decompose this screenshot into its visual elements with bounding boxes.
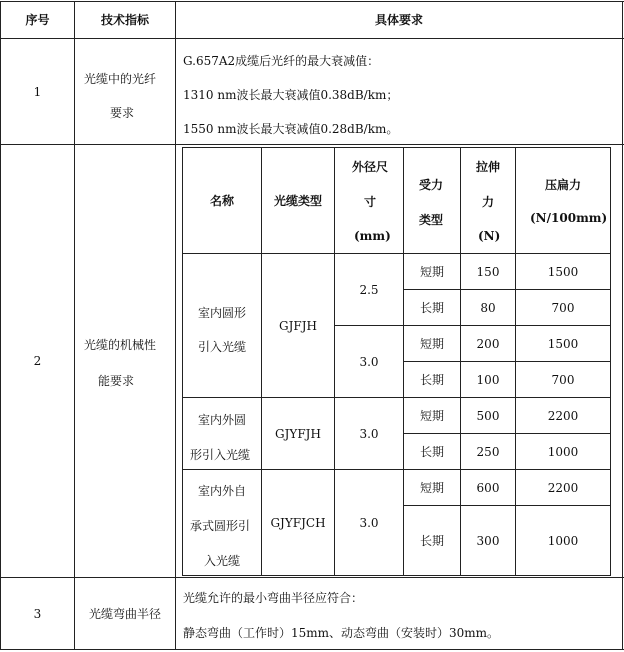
g3-name-line2: 承式圆形引 [190, 519, 251, 533]
inner-header-diameter-line2: 寸 [364, 195, 377, 209]
g1-name-line2: 引入光缆 [198, 340, 247, 354]
row1-indicator-line2: 要求 [110, 106, 135, 120]
g2-r1-crush: 2200 [547, 408, 579, 423]
g1-diameter-b: 3.0 [359, 354, 379, 369]
inner-header-diameter-line3: (mm) [354, 229, 391, 243]
g2-r1-tensile: 500 [476, 408, 500, 423]
g3-r2-load: 长期 [419, 533, 444, 548]
g3-name-line1: 室内外自 [198, 484, 247, 498]
inner-header-crush-line2: (N/100mm) [530, 211, 608, 225]
g3-cable-type: GJYFJCH [270, 515, 326, 530]
g3-r2-tensile: 300 [476, 533, 500, 548]
g1-r3-crush: 1500 [547, 336, 579, 351]
table-header-border [0, 38, 624, 39]
header-index: 序号 [25, 13, 50, 27]
g3-r1-load: 短期 [419, 480, 444, 495]
inner-header-tensile-line1: 拉伸 [476, 160, 501, 174]
g2-name-line2: 形引入光缆 [190, 448, 251, 462]
row3-req-line1: 光缆允许的最小弯曲半径应符合： [183, 591, 364, 605]
inner-header-tensile-line3: (N) [478, 229, 501, 243]
g1-r3-load: 短期 [419, 336, 444, 351]
g1-r4-load: 长期 [419, 372, 444, 387]
g1-r2-load: 长期 [419, 300, 444, 315]
col-divider-1 [74, 1, 75, 650]
g2-r2-tensile: 250 [476, 444, 500, 459]
g1-r1-load: 短期 [419, 264, 444, 279]
g2-r2-load: 长期 [419, 444, 444, 459]
table-bottom-border [0, 649, 624, 650]
row3-indicator: 光缆弯曲半径 [88, 606, 161, 621]
inner-header-type: 光缆类型 [273, 193, 322, 208]
g3-r1-tensile: 600 [476, 480, 500, 495]
inner-header-tensile-line2: 力 [482, 195, 495, 209]
row2-index: 2 [33, 354, 42, 368]
g1-name-line1: 室内圆形 [198, 306, 247, 320]
g3-r1-crush: 2200 [547, 480, 579, 495]
row2-indicator-line1: 光缆的机械性 [84, 338, 157, 352]
inner-header-crush-line1: 压扁力 [545, 178, 582, 192]
g1-r4-crush: 700 [551, 372, 575, 387]
row1-req-line3: 1550 nm波长最大衰减值0.28dB/km。 [183, 122, 399, 136]
row1-req-line1: G.657A2成缆后光纤的最大衰减值： [183, 54, 380, 68]
row1-bottom-border [0, 144, 624, 145]
row1-index: 1 [33, 84, 42, 99]
g1-cable-type: GJFJH [279, 318, 317, 333]
inner-bottom-border [182, 575, 610, 576]
row3-index: 3 [33, 606, 42, 621]
header-requirement: 具体要求 [374, 13, 423, 27]
g2-cable-type: GJYFJH [275, 426, 321, 441]
g1-diameter-a: 2.5 [359, 282, 379, 297]
table-right-border [622, 1, 623, 650]
g1-r2-crush: 700 [551, 300, 575, 315]
g1-r2-tensile: 80 [480, 300, 496, 315]
g3-name-line3: 入光缆 [204, 554, 241, 568]
g2-r2-crush: 1000 [547, 444, 579, 459]
inner-header-loadtype-line2: 类型 [419, 213, 444, 227]
row1-indicator-line1: 光缆中的光纤 [84, 72, 157, 86]
row3-req-line2: 静态弯曲（工作时）15mm、动态弯曲（安装时）30mm。 [183, 626, 500, 640]
col-divider-2 [175, 1, 176, 650]
g3-r2-crush: 1000 [547, 533, 579, 548]
inner-header-name: 名称 [209, 193, 234, 208]
row2-indicator-line2: 能要求 [98, 374, 135, 388]
g1-r3-tensile: 200 [476, 336, 500, 351]
g2-name-line1: 室内外圆 [198, 413, 247, 427]
inner-col-6 [610, 147, 611, 576]
header-indicator: 技术指标 [100, 13, 149, 27]
g1-r1-crush: 1500 [547, 264, 579, 279]
g1-r1-tensile: 150 [476, 264, 500, 279]
g3-diameter: 3.0 [359, 515, 379, 530]
g2-diameter: 3.0 [359, 426, 379, 441]
g1-r4-tensile: 100 [476, 372, 500, 387]
row1-req-line2: 1310 nm波长最大衰减值0.38dB/km； [183, 88, 399, 102]
inner-header-loadtype-line1: 受力 [419, 178, 444, 192]
inner-header-diameter-line1: 外径尺 [352, 160, 389, 174]
g2-r1-load: 短期 [419, 408, 444, 423]
